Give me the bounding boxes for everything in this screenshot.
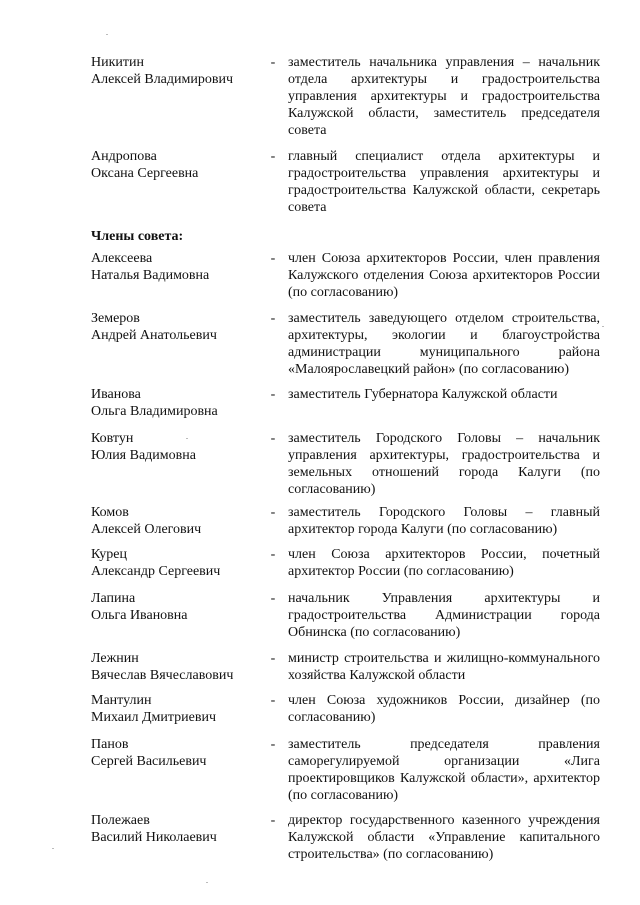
member-position: главный специалист отдела архитектуры и градостроительства управления архитектуры и градостроительства Калужской области, секретарь совета: [288, 149, 600, 215]
member-name: [91, 504, 263, 538]
separator-dash: -: [270, 251, 276, 266]
member-last-name: Никитин: [91, 55, 144, 70]
member-last-name: Андропова: [91, 149, 157, 164]
member-last-name: Полежаев: [91, 813, 150, 828]
separator-dash: -: [270, 547, 276, 562]
section-title: Члены совета:: [91, 229, 184, 244]
member-position: министр строительства и жилищно-коммунального хозяйства Калужской области: [288, 651, 600, 683]
member-name: [91, 590, 263, 624]
member-first-names: Алексей Владимирович: [91, 72, 234, 87]
member-name: [91, 650, 263, 684]
member-position: заместитель Городского Головы – главный архитектор города Калуги (по согласованию): [288, 505, 600, 537]
member-first-names: Андрей Анатольевич: [91, 328, 217, 343]
separator-dash: -: [270, 55, 276, 70]
member-last-name: Комов: [91, 505, 129, 520]
member-first-names: Ольга Владимировна: [91, 404, 218, 419]
separator-dash: -: [270, 693, 276, 708]
member-name: [91, 386, 263, 420]
member-first-names: Ольга Ивановна: [91, 608, 188, 623]
separator-dash: -: [270, 813, 276, 828]
member-first-names: Алексей Олегович: [91, 522, 202, 537]
member-name: [91, 250, 263, 284]
separator-dash: -: [270, 431, 276, 446]
member-last-name: Мантулин: [91, 693, 152, 708]
member-position: заместитель Губернатора Калужской области: [288, 387, 558, 402]
member-name: [91, 148, 263, 182]
member-last-name: Земеров: [91, 311, 140, 326]
member-position: член Союза архитекторов России, почетный архитектор России (по согласованию): [288, 547, 600, 579]
member-last-name: Иванова: [91, 387, 141, 402]
member-name: [91, 430, 263, 464]
separator-dash: -: [270, 387, 276, 402]
member-first-names: Василий Николаевич: [91, 830, 217, 845]
member-last-name: Лапина: [91, 591, 136, 606]
separator-dash: -: [270, 591, 276, 606]
member-last-name: Панов: [91, 737, 129, 752]
separator-dash: -: [270, 505, 276, 520]
member-first-names: Вячеслав Вячеславович: [91, 668, 234, 683]
member-first-names: Сергей Васильевич: [91, 754, 207, 769]
member-position: начальник Управления архитектуры и градостроительства Администрации города Обнинска (по согласованию): [288, 591, 600, 640]
member-first-names: Оксана Сергеевна: [91, 166, 199, 181]
member-first-names: Александр Сергеевич: [91, 564, 221, 579]
separator-dash: -: [270, 651, 276, 666]
scan-speck: [106, 34, 108, 35]
separator-dash: -: [270, 149, 276, 164]
member-name: [91, 736, 263, 770]
member-last-name: Алексеева: [91, 251, 153, 266]
member-position: заместитель начальника управления – начальник отдела архитектуры и градостроительства управления архитектуры и градостроительства Калужской области, заместитель председателя совета: [288, 55, 600, 138]
scan-speck: [52, 848, 54, 849]
member-last-name: Лежнин: [91, 651, 139, 666]
member-name: [91, 546, 263, 580]
member-position: директор государственного казенного учреждения Калужской области «Управление капитального строительства» (по согласованию): [288, 813, 600, 862]
member-position: член Союза художников России, дизайнер (по согласованию): [288, 693, 600, 725]
separator-dash: -: [270, 737, 276, 752]
scan-speck: [206, 882, 208, 883]
member-name: [91, 54, 263, 88]
member-position: заместитель Городского Головы – начальник управления архитектуры, градостроительства и земельных отношений города Калуги (по согласованию): [288, 431, 600, 497]
member-last-name: Ковтун: [91, 431, 134, 446]
member-name: [91, 692, 263, 726]
member-first-names: Юлия Вадимовна: [91, 448, 196, 463]
member-last-name: Курец: [91, 547, 127, 562]
member-first-names: Наталья Вадимовна: [91, 268, 210, 283]
member-position: заместитель председателя правления саморегулируемой организации «Лига проектировщиков Калужской области», архитектор (по согласованию): [288, 737, 600, 803]
member-name: [91, 310, 263, 344]
separator-dash: -: [270, 311, 276, 326]
member-name: [91, 812, 263, 846]
member-position: член Союза архитекторов России, член правления Калужского отделения Союза архитекторов России (по согласованию): [288, 251, 600, 300]
scan-speck: [602, 326, 604, 327]
member-position: заместитель заведующего отделом строительства, архитектуры, экологии и благоустройства администрации муниципального района «Малоярославецкий район» (по согласованию): [288, 311, 600, 377]
member-first-names: Михаил Дмитриевич: [91, 710, 216, 725]
